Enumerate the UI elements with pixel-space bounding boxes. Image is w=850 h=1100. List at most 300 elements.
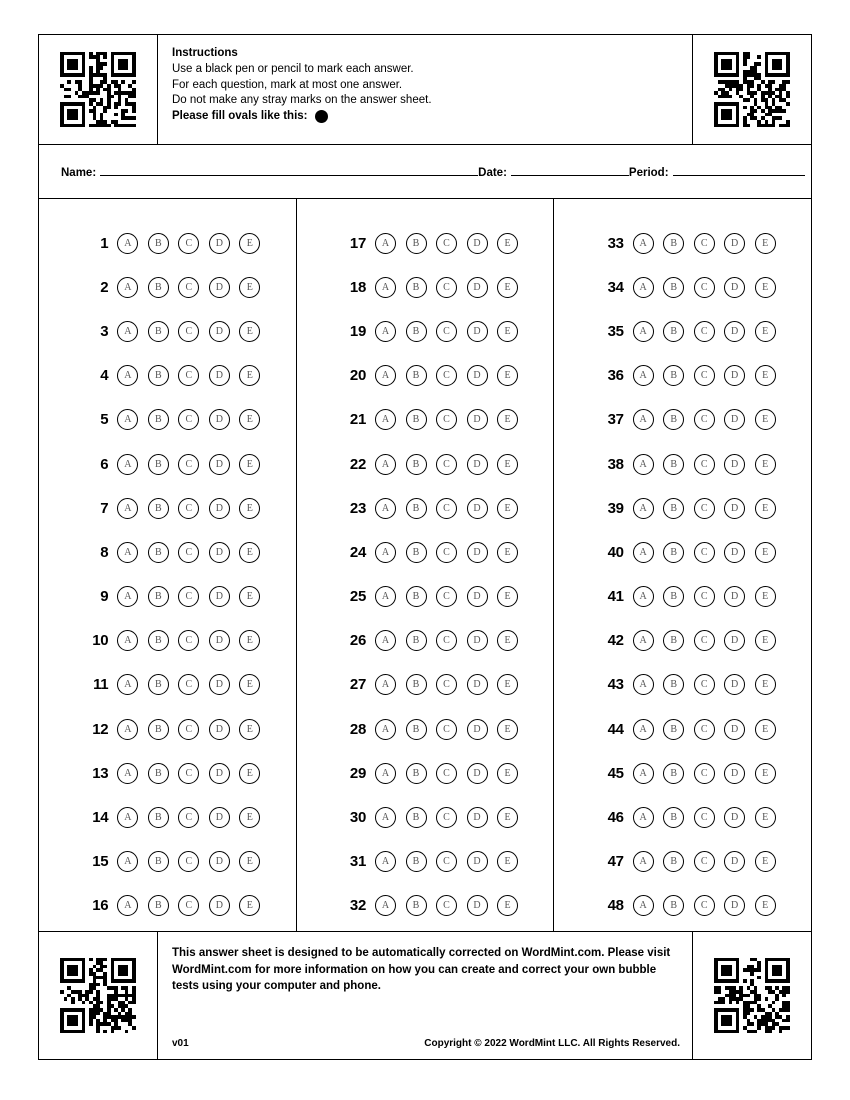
question-number: 20: [349, 367, 366, 385]
question-number: 32: [349, 897, 366, 915]
answer-bubble-c[interactable]: C: [178, 454, 199, 475]
answer-bubble-d[interactable]: D: [209, 277, 230, 298]
answer-bubble-c[interactable]: C: [178, 277, 199, 298]
answer-bubble-b[interactable]: B: [148, 321, 169, 342]
answer-bubble-d[interactable]: D: [209, 365, 230, 386]
question-number: 44: [607, 720, 624, 738]
answer-bubble-a[interactable]: A: [633, 895, 654, 916]
question-number: 8: [100, 543, 109, 561]
answer-bubble-a[interactable]: A: [117, 277, 138, 298]
answer-bubble-e[interactable]: E: [497, 763, 518, 784]
question-number: 27: [349, 676, 366, 694]
answer-bubble-a[interactable]: A: [375, 233, 396, 254]
answer-bubble-b[interactable]: B: [406, 895, 427, 916]
answer-bubble-a[interactable]: A: [633, 233, 654, 254]
answer-bubble-d[interactable]: D: [724, 851, 745, 872]
answer-bubble-d[interactable]: D: [724, 542, 745, 563]
answer-bubble-d[interactable]: D: [467, 763, 488, 784]
answer-bubble-b[interactable]: B: [148, 719, 169, 740]
answer-bubble-a[interactable]: A: [117, 542, 138, 563]
answer-bubble-b[interactable]: B: [406, 498, 427, 519]
answer-bubble-c[interactable]: C: [694, 409, 715, 430]
answer-bubble-c[interactable]: C: [178, 321, 199, 342]
answer-bubble-e[interactable]: E: [497, 365, 518, 386]
answer-bubble-a[interactable]: A: [117, 895, 138, 916]
question-row: [590, 442, 776, 486]
answer-bubble-d[interactable]: D: [209, 233, 230, 254]
answer-bubble-e[interactable]: E: [239, 454, 260, 475]
qr-code: [714, 52, 790, 128]
answer-bubble-a[interactable]: A: [375, 542, 396, 563]
answer-bubble-b[interactable]: B: [406, 277, 427, 298]
answer-bubble-a[interactable]: A: [633, 851, 654, 872]
answer-bubble-a[interactable]: A: [375, 321, 396, 342]
answer-bubble-b[interactable]: B: [148, 895, 169, 916]
answer-bubble-c[interactable]: C: [178, 763, 199, 784]
answer-bubble-a[interactable]: A: [375, 409, 396, 430]
answer-bubble-c[interactable]: C: [436, 277, 457, 298]
answer-bubble-a[interactable]: A: [375, 277, 396, 298]
footer-text-block: [158, 932, 692, 1059]
answer-bubble-b[interactable]: B: [148, 365, 169, 386]
answer-bubble-e[interactable]: E: [239, 321, 260, 342]
answer-bubble-b[interactable]: B: [663, 763, 684, 784]
answer-bubble-b[interactable]: B: [406, 719, 427, 740]
answer-bubble-d[interactable]: D: [209, 674, 230, 695]
answer-bubble-e[interactable]: E: [239, 498, 260, 519]
answer-bubble-c[interactable]: C: [694, 763, 715, 784]
answer-bubble-c[interactable]: C: [436, 851, 457, 872]
question-number: 48: [607, 897, 624, 915]
answer-bubble-c[interactable]: C: [694, 233, 715, 254]
answer-bubble-e[interactable]: E: [755, 807, 776, 828]
name-input-rule[interactable]: [100, 164, 478, 176]
question-number: 23: [349, 499, 366, 517]
answer-bubble-b[interactable]: B: [663, 454, 684, 475]
answer-bubble-d[interactable]: D: [209, 895, 230, 916]
answer-bubble-b[interactable]: B: [406, 409, 427, 430]
answer-bubble-a[interactable]: A: [633, 498, 654, 519]
instructions-title: Instructions: [172, 47, 238, 59]
answer-bubble-e[interactable]: E: [755, 409, 776, 430]
answer-bubble-b[interactable]: B: [148, 454, 169, 475]
answer-bubble-b[interactable]: B: [663, 498, 684, 519]
answer-bubble-b[interactable]: B: [663, 365, 684, 386]
answer-bubble-d[interactable]: D: [467, 233, 488, 254]
answer-bubble-e[interactable]: E: [497, 233, 518, 254]
question-number: 21: [349, 411, 366, 429]
question-row: [590, 530, 776, 574]
answer-bubble-c[interactable]: C: [694, 630, 715, 651]
answer-bubble-e[interactable]: E: [497, 454, 518, 475]
answer-bubble-b[interactable]: B: [148, 277, 169, 298]
answer-bubble-d[interactable]: D: [467, 277, 488, 298]
answer-bubble-c[interactable]: C: [436, 719, 457, 740]
question-number: 15: [92, 853, 109, 871]
question-number: 37: [607, 411, 624, 429]
answer-bubble-c[interactable]: C: [436, 409, 457, 430]
answer-bubble-d[interactable]: D: [209, 498, 230, 519]
answer-bubble-a[interactable]: A: [117, 454, 138, 475]
answer-bubble-d[interactable]: D: [209, 630, 230, 651]
qr-code: [714, 958, 790, 1034]
period-input-rule[interactable]: [673, 164, 805, 176]
answer-bubble-b[interactable]: B: [663, 895, 684, 916]
answer-bubble-d[interactable]: D: [209, 807, 230, 828]
answer-bubble-e[interactable]: E: [497, 630, 518, 651]
answer-bubble-a[interactable]: A: [375, 763, 396, 784]
question-number: 5: [100, 411, 109, 429]
answer-bubble-d[interactable]: D: [467, 321, 488, 342]
answer-bubble-e[interactable]: E: [755, 895, 776, 916]
answer-bubble-c[interactable]: C: [178, 233, 199, 254]
answer-bubble-d[interactable]: D: [724, 233, 745, 254]
question-number: 22: [349, 455, 366, 473]
answer-bubble-e[interactable]: E: [239, 851, 260, 872]
answer-bubble-d[interactable]: D: [209, 763, 230, 784]
date-input-rule[interactable]: [511, 164, 629, 176]
answer-bubble-c[interactable]: C: [436, 674, 457, 695]
answer-bubble-d[interactable]: D: [724, 674, 745, 695]
answer-bubble-c[interactable]: C: [694, 498, 715, 519]
answer-bubble-b[interactable]: B: [663, 674, 684, 695]
answer-bubble-c[interactable]: C: [436, 498, 457, 519]
answer-bubble-d[interactable]: D: [724, 807, 745, 828]
answer-bubble-d[interactable]: D: [724, 719, 745, 740]
answer-bubble-a[interactable]: A: [633, 365, 654, 386]
answer-bubble-a[interactable]: A: [633, 321, 654, 342]
answer-bubble-c[interactable]: C: [436, 454, 457, 475]
answer-bubble-e[interactable]: E: [497, 586, 518, 607]
answer-bubble-c[interactable]: C: [436, 321, 457, 342]
answer-bubble-e[interactable]: E: [755, 277, 776, 298]
answer-bubble-e[interactable]: E: [239, 542, 260, 563]
question-row: [590, 619, 776, 663]
answer-bubble-d[interactable]: D: [209, 586, 230, 607]
answer-bubble-b[interactable]: B: [663, 851, 684, 872]
question-number: 41: [607, 588, 624, 606]
question-number: 29: [349, 764, 366, 782]
answer-bubble-c[interactable]: C: [436, 807, 457, 828]
answer-bubble-a[interactable]: A: [633, 586, 654, 607]
answer-bubble-b[interactable]: B: [406, 365, 427, 386]
answer-bubble-e[interactable]: E: [239, 630, 260, 651]
answer-bubble-b[interactable]: B: [406, 630, 427, 651]
answer-bubble-e[interactable]: E: [755, 498, 776, 519]
answer-bubble-d[interactable]: D: [467, 719, 488, 740]
answer-bubble-e[interactable]: E: [497, 719, 518, 740]
answer-bubble-a[interactable]: A: [633, 674, 654, 695]
name-field[interactable]: [61, 164, 478, 179]
question-number: 35: [607, 322, 624, 340]
answer-bubble-a[interactable]: A: [633, 763, 654, 784]
fill-example-label: Please fill ovals like this:: [172, 109, 308, 122]
answer-bubble-e[interactable]: E: [755, 542, 776, 563]
answer-bubble-b[interactable]: B: [663, 233, 684, 254]
answer-bubble-b[interactable]: B: [406, 542, 427, 563]
answer-bubble-b[interactable]: B: [148, 807, 169, 828]
answer-bubble-d[interactable]: D: [467, 498, 488, 519]
answer-bubble-a[interactable]: A: [117, 851, 138, 872]
sheet-footer: [39, 931, 811, 1059]
answer-column: [553, 199, 811, 931]
answer-bubble-a[interactable]: A: [117, 719, 138, 740]
answer-bubble-d[interactable]: D: [467, 630, 488, 651]
answer-bubble-e[interactable]: E: [755, 851, 776, 872]
answer-sheet: [38, 34, 812, 1060]
answer-bubble-a[interactable]: A: [375, 454, 396, 475]
answer-bubble-c[interactable]: C: [178, 674, 199, 695]
answer-bubble-d[interactable]: D: [209, 542, 230, 563]
answer-bubble-a[interactable]: A: [117, 409, 138, 430]
answer-bubble-c[interactable]: C: [178, 409, 199, 430]
answer-bubble-c[interactable]: C: [694, 851, 715, 872]
answer-bubble-a[interactable]: A: [375, 807, 396, 828]
question-number: 30: [349, 809, 366, 827]
answer-bubble-a[interactable]: A: [633, 719, 654, 740]
answer-bubble-d[interactable]: D: [467, 542, 488, 563]
question-row: [332, 221, 518, 265]
answer-bubble-d[interactable]: D: [724, 454, 745, 475]
answer-bubble-d[interactable]: D: [467, 895, 488, 916]
answer-bubble-c[interactable]: C: [436, 895, 457, 916]
answer-bubble-d[interactable]: D: [467, 674, 488, 695]
answer-bubble-b[interactable]: B: [148, 763, 169, 784]
answer-bubble-d[interactable]: D: [724, 763, 745, 784]
answer-bubble-e[interactable]: E: [755, 233, 776, 254]
question-row: [590, 707, 776, 751]
answer-bubble-e[interactable]: E: [755, 586, 776, 607]
answer-bubble-b[interactable]: B: [148, 586, 169, 607]
answer-bubble-c[interactable]: C: [178, 542, 199, 563]
question-row: [74, 265, 260, 309]
answer-bubble-d[interactable]: D: [724, 630, 745, 651]
answer-bubble-d[interactable]: D: [724, 365, 745, 386]
question-row: [590, 265, 776, 309]
answer-bubble-c[interactable]: C: [178, 807, 199, 828]
answer-bubble-c[interactable]: C: [694, 454, 715, 475]
answer-bubble-a[interactable]: A: [633, 409, 654, 430]
answer-bubble-e[interactable]: E: [239, 763, 260, 784]
answer-bubble-e[interactable]: E: [497, 674, 518, 695]
question-row: [332, 265, 518, 309]
answer-bubble-d[interactable]: D: [209, 454, 230, 475]
answer-bubble-a[interactable]: A: [375, 895, 396, 916]
answer-bubble-d[interactable]: D: [724, 321, 745, 342]
answer-bubble-a[interactable]: A: [117, 233, 138, 254]
answer-bubble-c[interactable]: C: [694, 807, 715, 828]
answer-bubble-e[interactable]: E: [497, 851, 518, 872]
question-row: [590, 221, 776, 265]
question-number: 3: [100, 322, 109, 340]
answer-bubble-d[interactable]: D: [467, 586, 488, 607]
answer-bubble-a[interactable]: A: [117, 763, 138, 784]
answer-bubble-d[interactable]: D: [209, 719, 230, 740]
answer-bubble-e[interactable]: E: [497, 807, 518, 828]
answer-bubble-a[interactable]: A: [375, 719, 396, 740]
answer-bubble-e[interactable]: E: [755, 719, 776, 740]
answer-bubble-e[interactable]: E: [239, 807, 260, 828]
answer-bubble-b[interactable]: B: [148, 542, 169, 563]
answer-bubble-b[interactable]: B: [663, 630, 684, 651]
answer-bubble-d[interactable]: D: [724, 586, 745, 607]
answer-bubble-b[interactable]: B: [663, 277, 684, 298]
answer-bubble-e[interactable]: E: [239, 409, 260, 430]
answer-bubble-a[interactable]: A: [117, 321, 138, 342]
answer-bubble-b[interactable]: B: [148, 851, 169, 872]
answer-bubble-c[interactable]: C: [178, 498, 199, 519]
answer-bubble-b[interactable]: B: [663, 807, 684, 828]
question-row: [74, 530, 260, 574]
answer-bubble-b[interactable]: B: [148, 233, 169, 254]
answer-bubble-b[interactable]: B: [148, 409, 169, 430]
answer-bubble-b[interactable]: B: [663, 542, 684, 563]
name-label: Name:: [61, 167, 97, 179]
answer-bubble-c[interactable]: C: [436, 542, 457, 563]
answer-bubble-c[interactable]: C: [436, 763, 457, 784]
answer-bubble-c[interactable]: C: [436, 233, 457, 254]
answer-bubble-b[interactable]: B: [406, 851, 427, 872]
answer-bubble-d[interactable]: D: [209, 851, 230, 872]
answer-bubble-c[interactable]: C: [694, 586, 715, 607]
answer-bubble-b[interactable]: B: [406, 454, 427, 475]
question-row: [590, 575, 776, 619]
answer-bubble-d[interactable]: D: [467, 807, 488, 828]
answer-bubble-e[interactable]: E: [755, 321, 776, 342]
question-number: 43: [607, 676, 624, 694]
answer-bubble-c[interactable]: C: [694, 895, 715, 916]
answer-bubble-b[interactable]: B: [406, 233, 427, 254]
answer-bubble-e[interactable]: E: [497, 409, 518, 430]
answer-bubble-b[interactable]: B: [663, 321, 684, 342]
answer-bubble-c[interactable]: C: [694, 365, 715, 386]
answer-bubble-e[interactable]: E: [239, 277, 260, 298]
answer-bubble-a[interactable]: A: [117, 807, 138, 828]
answer-bubble-a[interactable]: A: [375, 630, 396, 651]
answer-bubble-e[interactable]: E: [755, 454, 776, 475]
answer-bubble-d[interactable]: D: [724, 409, 745, 430]
answer-bubble-d[interactable]: D: [209, 321, 230, 342]
question-number: 36: [607, 367, 624, 385]
question-number: 24: [349, 543, 366, 561]
answer-bubble-c[interactable]: C: [178, 365, 199, 386]
answer-bubble-a[interactable]: A: [633, 454, 654, 475]
answer-bubble-a[interactable]: A: [117, 498, 138, 519]
answer-bubble-e[interactable]: E: [755, 365, 776, 386]
question-number: 10: [92, 632, 109, 650]
answer-bubble-e[interactable]: E: [755, 674, 776, 695]
answer-bubble-e[interactable]: E: [239, 895, 260, 916]
question-number: 46: [607, 809, 624, 827]
answer-bubble-e[interactable]: E: [239, 586, 260, 607]
answer-bubble-c[interactable]: C: [178, 895, 199, 916]
question-number: 1: [100, 234, 109, 252]
answer-bubble-a[interactable]: A: [375, 851, 396, 872]
question-row: [332, 619, 518, 663]
answer-bubble-e[interactable]: E: [755, 630, 776, 651]
answer-bubble-e[interactable]: E: [239, 719, 260, 740]
answer-bubble-d[interactable]: D: [467, 454, 488, 475]
answer-bubble-d[interactable]: D: [724, 498, 745, 519]
answer-bubble-e[interactable]: E: [497, 321, 518, 342]
answer-bubble-e[interactable]: E: [239, 674, 260, 695]
answer-bubble-a[interactable]: A: [117, 674, 138, 695]
answer-bubble-a[interactable]: A: [633, 542, 654, 563]
answer-bubble-e[interactable]: E: [497, 498, 518, 519]
answer-bubble-c[interactable]: C: [694, 674, 715, 695]
answer-bubble-a[interactable]: A: [375, 586, 396, 607]
answer-bubble-a[interactable]: A: [633, 277, 654, 298]
answer-bubble-a[interactable]: A: [633, 807, 654, 828]
answer-bubble-e[interactable]: E: [497, 277, 518, 298]
answer-bubble-b[interactable]: B: [406, 586, 427, 607]
answer-bubble-a[interactable]: A: [117, 365, 138, 386]
answer-bubble-b[interactable]: B: [663, 719, 684, 740]
question-row: [332, 840, 518, 884]
answer-bubble-c[interactable]: C: [436, 365, 457, 386]
answer-bubble-b[interactable]: B: [148, 674, 169, 695]
answer-bubble-a[interactable]: A: [375, 498, 396, 519]
answer-bubble-b[interactable]: B: [406, 763, 427, 784]
answer-bubble-d[interactable]: D: [209, 409, 230, 430]
answer-bubble-a[interactable]: A: [117, 630, 138, 651]
answer-bubble-b[interactable]: B: [663, 409, 684, 430]
answer-bubble-a[interactable]: A: [375, 674, 396, 695]
answer-bubble-b[interactable]: B: [406, 807, 427, 828]
answer-bubble-e[interactable]: E: [239, 365, 260, 386]
answer-bubble-c[interactable]: C: [694, 719, 715, 740]
answer-bubble-e[interactable]: E: [755, 763, 776, 784]
answer-bubble-c[interactable]: C: [694, 321, 715, 342]
answer-bubble-e[interactable]: E: [239, 233, 260, 254]
question-row: [74, 884, 260, 928]
question-row: [332, 884, 518, 928]
answer-bubble-c[interactable]: C: [694, 542, 715, 563]
answer-bubble-d[interactable]: D: [724, 277, 745, 298]
answer-bubble-a[interactable]: A: [117, 586, 138, 607]
answer-bubble-c[interactable]: C: [178, 719, 199, 740]
date-label: Date:: [478, 167, 507, 179]
answer-bubble-b[interactable]: B: [406, 674, 427, 695]
question-number: 13: [92, 764, 109, 782]
answer-bubble-c[interactable]: C: [694, 277, 715, 298]
answer-bubble-d[interactable]: D: [467, 851, 488, 872]
period-label: Period:: [628, 167, 669, 179]
answer-bubble-d[interactable]: D: [467, 365, 488, 386]
answer-bubble-b[interactable]: B: [406, 321, 427, 342]
answer-bubble-b[interactable]: B: [148, 630, 169, 651]
answer-bubble-c[interactable]: C: [436, 586, 457, 607]
answer-bubble-b[interactable]: B: [663, 586, 684, 607]
answer-bubble-c[interactable]: C: [178, 630, 199, 651]
question-row: [332, 398, 518, 442]
answer-bubble-e[interactable]: E: [497, 542, 518, 563]
filled-oval-icon: [315, 110, 328, 123]
date-field[interactable]: [478, 164, 629, 179]
question-row: [332, 663, 518, 707]
answer-bubble-c[interactable]: C: [178, 851, 199, 872]
answer-bubble-a[interactable]: A: [375, 365, 396, 386]
answer-bubble-d[interactable]: D: [724, 895, 745, 916]
answer-bubble-c[interactable]: C: [436, 630, 457, 651]
answer-bubble-c[interactable]: C: [178, 586, 199, 607]
answer-bubble-e[interactable]: E: [497, 895, 518, 916]
question-number: 33: [607, 234, 624, 252]
period-field[interactable]: [629, 164, 805, 179]
answer-bubble-d[interactable]: D: [467, 409, 488, 430]
answer-bubble-b[interactable]: B: [148, 498, 169, 519]
answer-bubble-a[interactable]: A: [633, 630, 654, 651]
